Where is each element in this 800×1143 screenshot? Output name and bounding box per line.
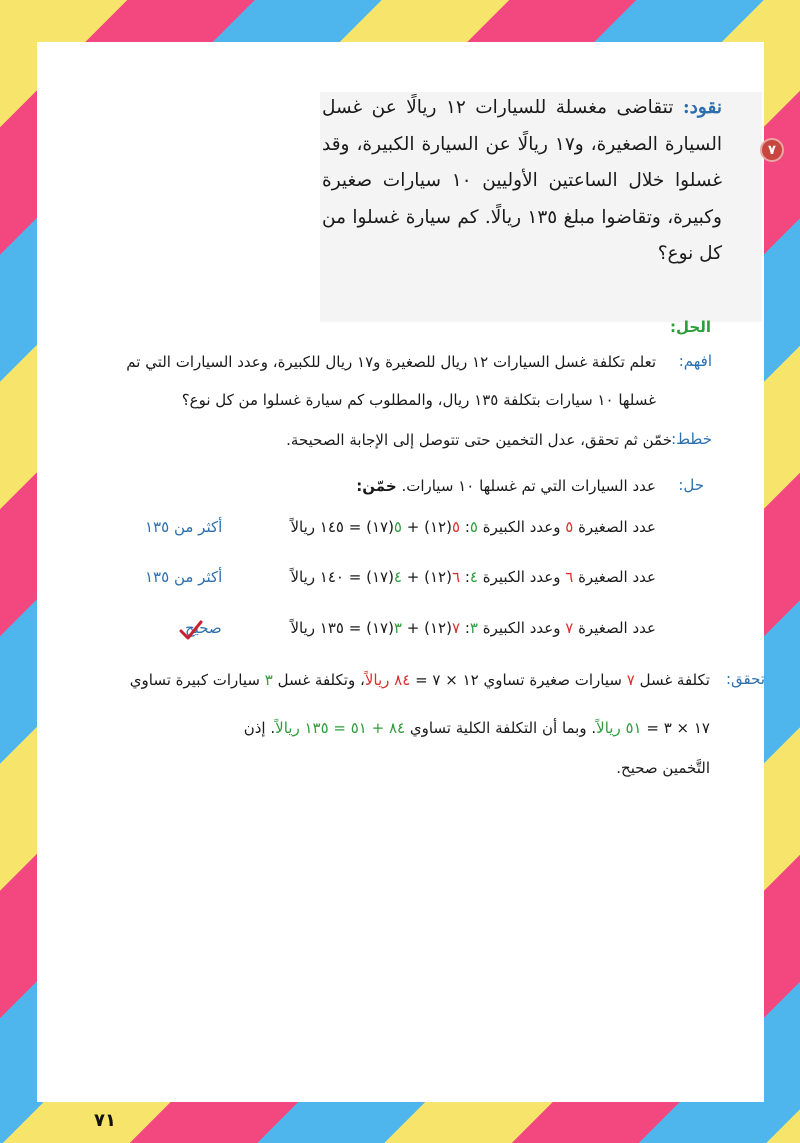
verify-text-1c: ، وتكلفة غسل: [277, 671, 365, 689]
equation-17: (١٧): [366, 568, 394, 586]
equation-large: ٤: [393, 568, 402, 586]
verify-text-1d: سيارات كبيرة تساوي: [129, 671, 260, 689]
equation-small: ٥: [451, 518, 461, 536]
problem-number-badge: ٧: [760, 138, 784, 162]
guess-label: خمّن:: [356, 477, 397, 495]
guess-small-count: ٧: [565, 619, 574, 637]
guess-colon: :: [464, 568, 470, 586]
solution-heading: الحل:: [670, 318, 711, 336]
guess-row-2: [290, 568, 656, 586]
equation-plus: +: [406, 568, 420, 586]
guess-prefix: عدد الصغيرة: [578, 619, 656, 637]
guess-mid: وعدد الكبيرة: [482, 518, 561, 536]
equation-large: ٣: [393, 619, 402, 637]
guess-prefix: عدد الصغيرة: [578, 568, 656, 586]
equation-large: ٥: [393, 518, 402, 536]
equation-17: (١٧): [366, 518, 394, 536]
solve-intro: [356, 476, 656, 496]
guess-note-2: أكثر من ١٣٥: [145, 568, 223, 586]
guess-mid: وعدد الكبيرة: [482, 619, 561, 637]
understand-line-1: تعلم تكلفة غسل السيارات ١٢ ريال للصغيرة و١٧ ريال للكبيرة، وعدد السيارات التي تم: [126, 353, 656, 371]
equation-plus: +: [406, 619, 420, 637]
guess-large-count: ٥: [469, 518, 478, 536]
equation-plus: +: [406, 518, 420, 536]
verify-label: تحقق:: [725, 670, 765, 688]
verify-small-cost: ٨٤ ريالاً: [364, 671, 411, 689]
plan-label: خطط:: [671, 430, 712, 448]
guess-colon: :: [464, 518, 470, 536]
equation-result: = ١٣٥ ريالاً: [290, 619, 362, 637]
verify-seven: ٧: [626, 671, 635, 689]
solve-label: حل:: [678, 476, 704, 494]
guess-note-1: أكثر من ١٣٥: [145, 518, 223, 536]
guess-row-1: [290, 518, 656, 536]
verify-text-2b: . وبما أن التكلفة الكلية تساوي: [409, 719, 597, 737]
guess-large-count: ٤: [469, 568, 478, 586]
equation-result: = ١٤٠ ريالاً: [290, 568, 362, 586]
problem-statement: [322, 90, 722, 273]
problem-title: نقود:: [682, 97, 722, 118]
verify-large-cost: ٥١ ريالاً: [596, 719, 642, 737]
equation-small: ٧: [451, 619, 461, 637]
guess-note-3: صحيح: [185, 619, 222, 637]
guess-small-count: ٦: [565, 568, 574, 586]
guess-row-3: [290, 619, 656, 637]
equation-17: (١٧): [366, 619, 394, 637]
equation-12: (١٢): [424, 619, 452, 637]
verify-line-1: [130, 670, 710, 690]
verify-text-2c: . إذن: [243, 719, 276, 737]
verify-line-3: التَّخمين صحيح.: [616, 759, 710, 777]
understand-line-2: غسلها ١٠ سيارات بتكلفة ١٣٥ ريال، والمطلوب كم سيارة غسلوا من كل نوع؟: [181, 391, 656, 409]
verify-three: ٣: [264, 671, 273, 689]
verify-text-2a: ١٧ × ٣ =: [646, 719, 710, 737]
guess-small-count: ٥: [565, 518, 574, 536]
problem-text: تتقاضى مغسلة للسيارات ١٢ ريالًا عن غسل السيارة الصغيرة، و١٧ ريالًا عن السيارة الكبيرة، وقد غسلوا خلال الساعتين الأوليين ١٠ سيارات صغيرة وكبيرة، وتقاضوا مبلغ ١٣٥ ريالًا. كم سيارة غسلوا من كل نوع؟: [322, 97, 722, 264]
plan-text: خمّن ثم تحقق، عدل التخمين حتى تتوصل إلى الإجابة الصحيحة.: [286, 431, 672, 449]
equation-12: (١٢): [424, 518, 452, 536]
verify-line-2: [244, 718, 710, 738]
equation-result: = ١٤٥ ريالاً: [290, 518, 362, 536]
equation-small: ٦: [451, 568, 461, 586]
page: [37, 42, 776, 1131]
solve-intro-text: عدد السيارات التي تم غسلها ١٠ سيارات.: [401, 477, 656, 495]
check-mark-icon: [179, 618, 203, 642]
verify-total: ٨٤ + ٥١ = ١٣٥ ريالاً: [275, 719, 406, 737]
verify-text-1b: سيارات صغيرة تساوي ١٢ × ٧ =: [415, 671, 622, 689]
understand-label: افهم:: [678, 352, 712, 370]
page-number: ٧١: [94, 1110, 116, 1131]
guess-prefix: عدد الصغيرة: [578, 518, 656, 536]
equation-12: (١٢): [424, 568, 452, 586]
guess-colon: :: [464, 619, 470, 637]
guess-large-count: ٣: [469, 619, 478, 637]
guess-mid: وعدد الكبيرة: [482, 568, 561, 586]
verify-text-1a: تكلفة غسل: [639, 671, 710, 689]
